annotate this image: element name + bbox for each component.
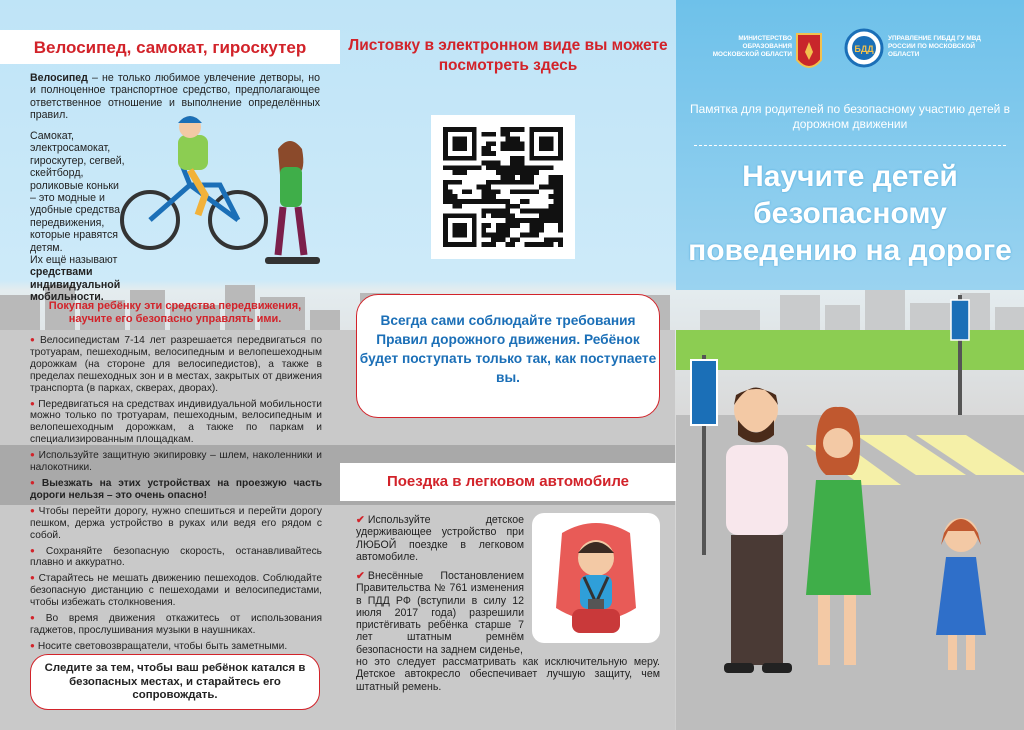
middle-panel <box>340 0 676 730</box>
rule-item: ● Старайтесь не мешать движению пешеходов. Соблюдайте безопасную дистанцию с пешеходами и велосипедистами, чтобы избежать столкновения. <box>30 572 322 609</box>
check-mark-icon: ✔ <box>356 514 365 526</box>
cyclist-illustration <box>120 115 335 285</box>
left-panel <box>0 0 340 730</box>
parent-advice-box: Всегда сами соблюдайте требования Правил дорожного движения. Ребёнок будет поступать только так, как поступаете вы. <box>356 294 660 418</box>
qr-code-box[interactable] <box>431 115 575 259</box>
rules-list <box>30 334 322 656</box>
mobility-intro-start: Самокат, электросамокат, гироскутер, сегвей, скейтборд, роликовые коньки – это модные и удобные средства передвижения, которые нравятся детям. <box>30 130 125 254</box>
gibdd-name: УПРАВЛЕНИЕ ГИБДД ГУ МВД РОССИИ ПО МОСКОВСКОЙ ОБЛАСТИ <box>888 35 981 59</box>
section-title-bicycle: Велосипед, самокат, гироскутер <box>33 38 307 57</box>
bicycle-intro-rest: – не только любимое увлечение детворы, но и полноценное транспортное средство, предполагающее ответственное отношение и выполнение определённых правил. <box>30 72 320 122</box>
car-text-law <box>356 570 524 656</box>
rule-item: ● Используйте защитную экипировку – шлем, наколенники и налокотники. <box>30 449 322 474</box>
car-text-warning: но это следует рассматривать как исключительную меру. Детское автокресло обеспечивает лучшую защиту, чем штатный ремень. <box>356 656 660 693</box>
rule-item: ● Во время движения откажитесь от использования гаджетов, прослушивания музыки в наушниках. <box>30 612 322 637</box>
mobility-intro-text <box>30 130 125 304</box>
car-text-law-body: Внесённые Постановлением Правительства № 761 изменения в ПДД РФ (вступили в силу 12 июля 2017 года) разрешили пристёгивать ребёнка старше 7 лет штатным ремнём безопасности на заднем сиденье, <box>356 570 524 656</box>
family-crossing-illustration <box>676 295 1024 695</box>
mobility-intro-also: Их ещё называют <box>30 254 118 267</box>
rule-item: ● Чтобы перейти дорогу, нужно спешиться и перейти дорогу пешком, держа устройство в руках или ведя его рядом с собой. <box>30 505 322 542</box>
rule-item: ● Сохраняйте безопасную скорость, останавливайтесь плавно и аккуратно. <box>30 545 322 570</box>
rule-item: ● Велосипедистам 7-14 лет разрешается передвигаться по тротуарам, пешеходным, велосипедным и велопешеходным дорожкам (на стороне для велосипедистов), а также в пределах пешеходных зон и в местах, закрытых от движения транспорта (в парках, скверах, дворах). <box>30 334 322 395</box>
gibdd-logo-text: БДД <box>854 44 874 54</box>
left-callout: Покупая ребёнку эти средства передвижения, научите его безопасно управлять ими. <box>48 300 302 325</box>
child-seat-illustration <box>532 513 660 643</box>
section-title-car: Поездка в легковом автомобиле <box>386 473 629 490</box>
left-footer-note: Следите за тем, чтобы ваш ребёнок катался в безопасных местах, и старайтесь его сопровождать. <box>30 654 320 710</box>
mobility-intro-bold: средствами индивидуальной мобильности. <box>30 266 121 304</box>
dashed-divider <box>694 145 1006 146</box>
main-title: Научите детей безопасному поведению на дороге <box>688 160 1012 267</box>
moscow-region-coat-of-arms-icon <box>794 30 824 76</box>
gibdd-badge-icon <box>844 28 884 68</box>
cover-panel <box>676 0 1024 730</box>
qr-caption: Листовку в электронном виде вы можете посмотреть здесь <box>348 37 668 74</box>
car-text-seat <box>356 514 524 563</box>
qr-code-icon <box>443 127 563 247</box>
rule-item: ● Носите световозвращатели, чтобы быть заметными. <box>30 640 322 653</box>
bicycle-term: Велосипед <box>30 72 88 84</box>
check-mark-icon: ✔ <box>356 570 365 582</box>
memo-subtitle: Памятка для родителей по безопасному участию детей в дорожном движении <box>689 102 1011 131</box>
car-text-seat-body: Используйте детское удерживающее устройство при ЛЮБОЙ поездке в легковом автомобиле. <box>356 514 524 563</box>
rule-item: ● Передвигаться на средствах индивидуальной мобильности можно только по тротуарам, пешеходным, велосипедным и велопешеходным дорожкам, а также по паркам и специализированным площадкам. <box>30 398 322 447</box>
rule-item: ● Выезжать на этих устройствах на проезжую часть дороги нельзя – это очень опасно! <box>30 477 322 502</box>
ministry-name: МИНИСТЕРСТВО ОБРАЗОВАНИЯ МОСКОВСКОЙ ОБЛАСТИ <box>712 35 792 59</box>
